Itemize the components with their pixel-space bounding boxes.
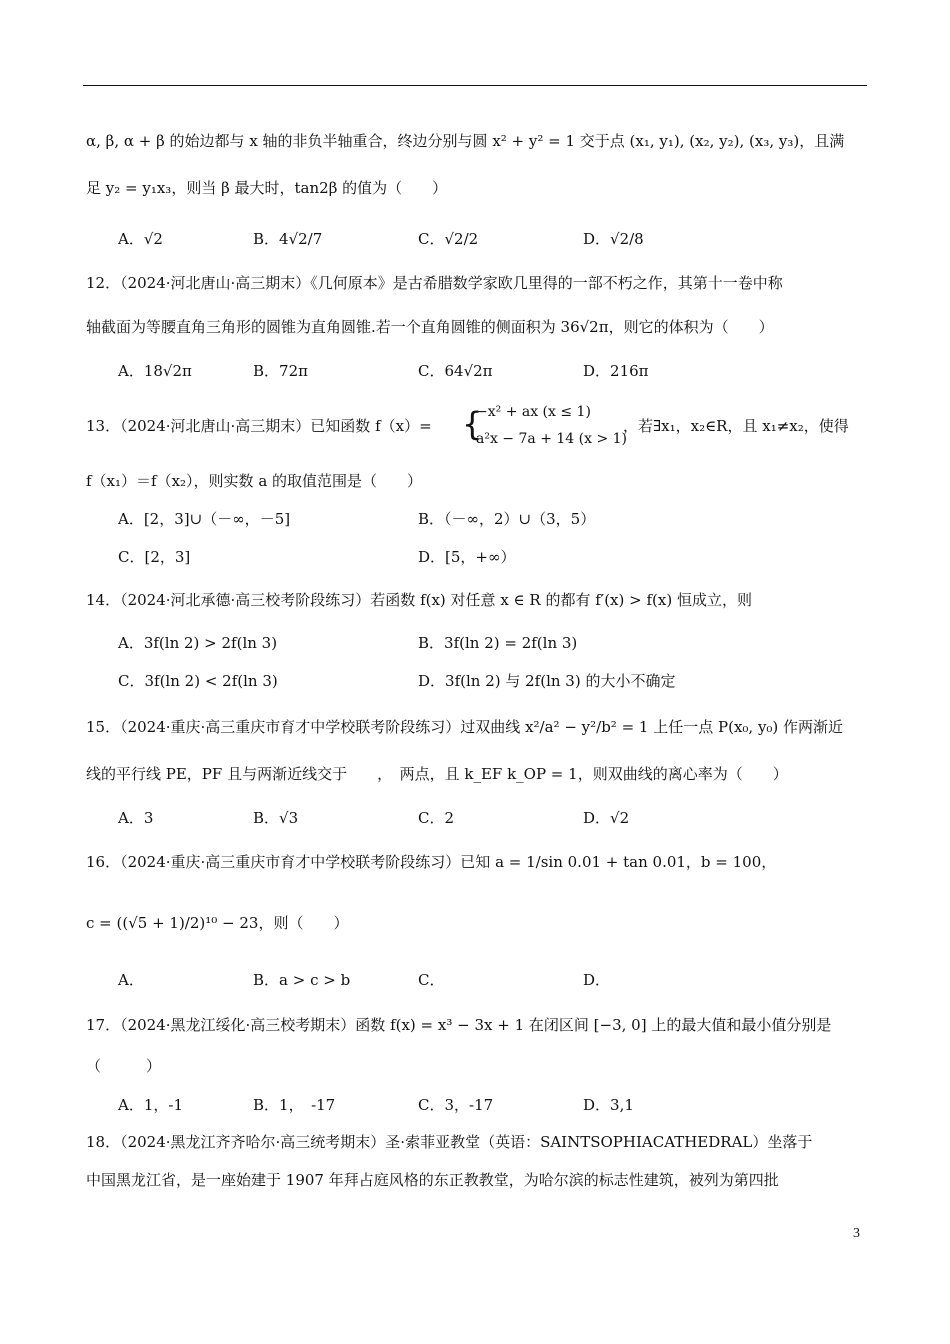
q12-option-b: B．72π bbox=[253, 362, 308, 380]
q17-option-d: D．3,1 bbox=[583, 1096, 634, 1114]
q13-piece2: a²x − 7a + 14 (x > 1) bbox=[476, 431, 627, 447]
q15-option-d: D．√2 bbox=[583, 809, 630, 827]
q12-line1: 12．（2024·河北唐山·高三期末）《几何原本》是古希腊数学家欧几里得的一部不朽之作，其第十一卷中称 bbox=[86, 274, 783, 292]
q13-piece1: −x² + ax (x ≤ 1) bbox=[476, 404, 591, 420]
q11-line2: 足 y₂ = y₁x₃，则当 β 最大时，tan2β 的值为（ ） bbox=[86, 179, 448, 197]
q12-line2: 轴截面为等腰直角三角形的圆锥为直角圆锥.若一个直角圆锥的侧面积为 36√2π，则它的体积为（ ） bbox=[86, 318, 774, 336]
q14-option-d: D．3f(ln 2) 与 2f(ln 3) 的大小不确定 bbox=[418, 672, 676, 690]
q11-option-d: D．√2/8 bbox=[583, 230, 644, 248]
q12-option-d: D．216π bbox=[583, 362, 649, 380]
q14-option-a: A．3f(ln 2) > 2f(ln 3) bbox=[118, 634, 278, 652]
q16-line1: 16．（2024·重庆·高三重庆市育才中学校联考阶段练习）已知 a = 1/sin 0.01 + tan 0.01，b = 100， bbox=[86, 853, 777, 871]
q18-line1: 18．（2024·黑龙江齐齐哈尔·高三统考期末）圣·索菲亚教堂（英语：SAINTSOPHIACATHEDRAL）坐落于 bbox=[86, 1133, 813, 1151]
q11-option-a: A．√2 bbox=[118, 230, 163, 248]
q13-line1-pre: 13．（2024·河北唐山·高三期末）已知函数 f（x）= bbox=[86, 417, 432, 435]
q16-option-c: C． bbox=[418, 971, 445, 989]
q13-option-a: A．[2，3]∪（－∞，－5] bbox=[118, 510, 291, 528]
q13-line1-post: ，若∃x₁，x₂∈R，且 x₁≠x₂，使得 bbox=[623, 417, 849, 435]
q13-option-b: B．（－∞，2）∪（3，5） bbox=[418, 510, 596, 528]
q15-option-c: C．2 bbox=[418, 809, 455, 827]
q17-line2: （ ） bbox=[86, 1057, 162, 1075]
q17-option-c: C．3，-17 bbox=[418, 1096, 494, 1114]
q12-option-a: A．18√2π bbox=[118, 362, 192, 380]
q11-line1: α, β, α + β 的始边都与 x 轴的非负半轴重合，终边分别与圆 x² + y² = 1 交于点 (x₁, y₁), (x₂, y₂), (x₃, y₃)，且满 bbox=[86, 132, 845, 150]
q18-line2: 中国黑龙江省，是一座始建于 1907 年拜占庭风格的东正教教堂，为哈尔滨的标志性建筑，被列为第四批 bbox=[86, 1171, 779, 1189]
q15-line1: 15．（2024·重庆·高三重庆市育才中学校联考阶段练习）过双曲线 x²/a² − y²/b² = 1 上任一点 P(x₀, y₀) 作两渐近 bbox=[86, 718, 844, 736]
page-number: 3 bbox=[853, 1226, 860, 1241]
q15-option-b: B．√3 bbox=[253, 809, 299, 827]
q14-option-c: C．3f(ln 2) < 2f(ln 3) bbox=[118, 672, 278, 690]
q16-option-b: B．a > c > b bbox=[253, 971, 351, 989]
q14-line1: 14．（2024·河北承德·高三校考阶段练习）若函数 f(x) 对任意 x ∈ R 的都有 f′(x) > f(x) 恒成立，则 bbox=[86, 591, 752, 609]
q16-line2: c = ((√5 + 1)/2)¹⁰ − 23，则（ ） bbox=[86, 914, 349, 932]
q16-option-a: A． bbox=[118, 971, 144, 989]
q16-option-d: D． bbox=[583, 971, 611, 989]
q17-option-a: A．1，-1 bbox=[118, 1096, 183, 1114]
q15-option-a: A．3 bbox=[118, 809, 154, 827]
q13-option-d: D．[5，+∞） bbox=[418, 548, 516, 566]
q12-option-c: C．64√2π bbox=[418, 362, 493, 380]
q17-line1: 17．（2024·黑龙江绥化·高三校考期末）函数 f(x) = x³ − 3x + 1 在闭区间 [−3, 0] 上的最大值和最小值分别是 bbox=[86, 1016, 832, 1034]
q14-option-b: B．3f(ln 2) = 2f(ln 3) bbox=[418, 634, 578, 652]
q11-option-b: B．4√2/7 bbox=[253, 230, 323, 248]
q13-line2: f（x₁）＝f（x₂），则实数 a 的取值范围是（ ） bbox=[86, 472, 423, 490]
header-rule bbox=[83, 85, 867, 86]
q13-option-c: C．[2，3] bbox=[118, 548, 191, 566]
q13-brace: { bbox=[462, 405, 483, 443]
q15-line2: 线的平行线 PE，PF 且与两渐近线交于 ， 两点，且 k_EF k_OP = 1，则双曲线的离心率为（ ） bbox=[86, 765, 788, 783]
q17-option-b: B．1， -17 bbox=[253, 1096, 336, 1114]
q11-option-c: C．√2/2 bbox=[418, 230, 479, 248]
